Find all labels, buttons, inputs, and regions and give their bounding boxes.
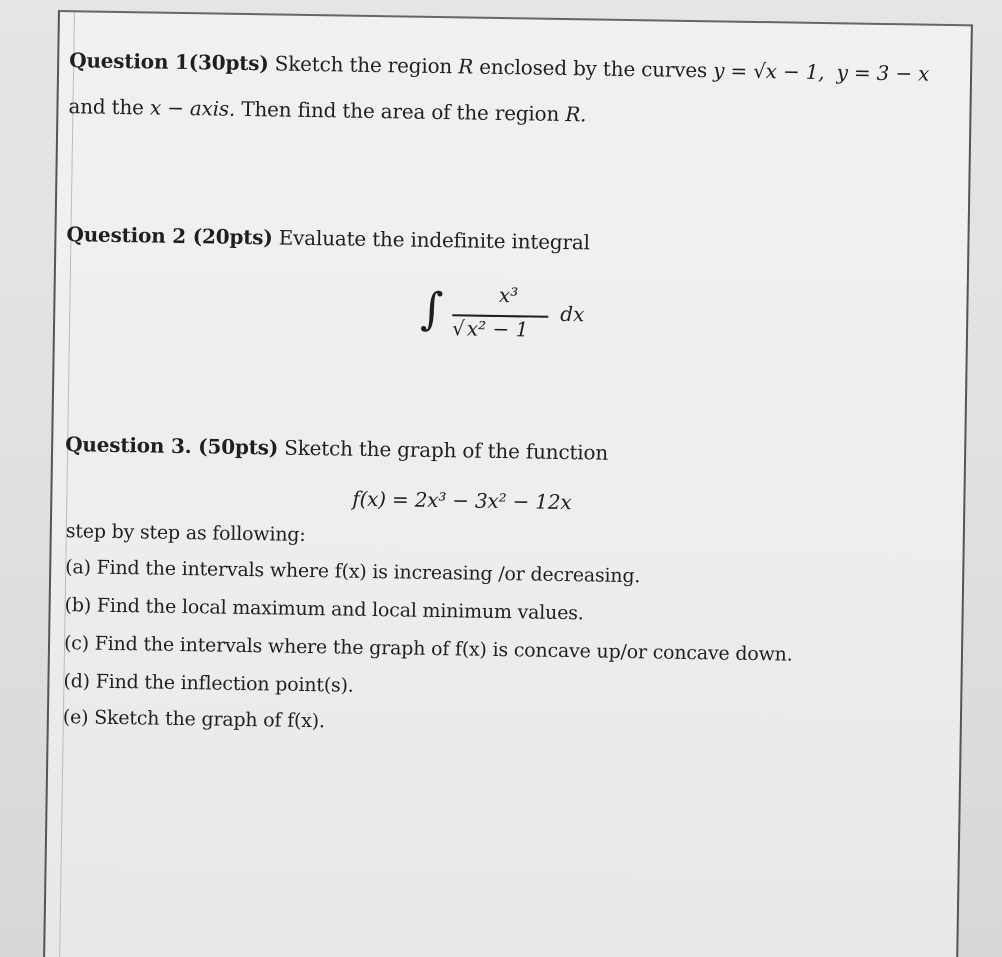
part-d: (d) Find the inflection point(s).	[63, 670, 354, 697]
part-c: (c) Find the intervals where the graph of f(x) is concave up/or concave down.	[63, 632, 793, 666]
question-1-line-2	[68, 94, 586, 127]
integral-sign: ∫	[419, 283, 444, 336]
page-margin-line	[59, 12, 75, 957]
part-b: (b) Find the local maximum and local minimum values.	[64, 594, 584, 625]
radical-sign: √	[451, 316, 465, 341]
curve-1: y = √x − 1,	[713, 58, 825, 85]
curve-2: y = 3 − x	[836, 60, 930, 86]
question-1-text-2: enclosed by the curves	[472, 54, 714, 83]
question-3-text: Sketch the graph of the function	[277, 435, 609, 465]
question-1-heading: Question 1(30pts)	[69, 48, 269, 76]
function-definition: f(x) = 2x³ − 3x² − 12x	[352, 486, 572, 515]
question-3-heading: Question 3. (50pts)	[64, 432, 279, 460]
question-2	[66, 222, 590, 255]
step-intro: step by step as following:	[65, 520, 306, 546]
question-2-heading: Question 2 (20pts)	[66, 222, 273, 250]
region-symbol-2: R.	[565, 101, 587, 127]
integral-expression	[420, 282, 601, 365]
question-1-text-1: Sketch the region	[268, 51, 459, 79]
question-1-text-3: and the	[68, 94, 151, 120]
integral-denominator	[452, 316, 529, 341]
integral-numerator: x³	[498, 282, 519, 308]
part-a: (a) Find the intervals where f(x) is increasing /or decreasing.	[65, 556, 641, 588]
x-axis-term: x − axis.	[149, 95, 236, 121]
differential: dx	[560, 301, 585, 327]
question-1-line-1	[69, 48, 929, 87]
question-3	[65, 432, 608, 466]
question-1-text-4: Then find the area of the region	[234, 96, 566, 126]
region-symbol: R	[458, 54, 474, 79]
question-2-text: Evaluate the indefinite integral	[272, 225, 590, 255]
document-page	[43, 10, 973, 957]
radicand: x² − 1	[466, 316, 529, 342]
part-e: (e) Sketch the graph of f(x).	[62, 706, 325, 733]
